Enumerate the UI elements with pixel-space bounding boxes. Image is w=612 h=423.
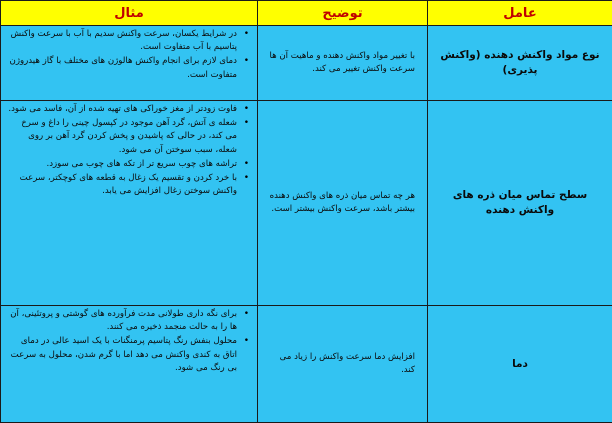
list-item: • فاوت زودتر از مغز خوراکی های تهیه شده از آن، فاسد می شود. <box>7 103 237 116</box>
description-cell: افزایش دما سرعت واکنش را زیاد می کند. <box>258 306 428 423</box>
table-row <box>1 306 612 423</box>
description-cell: با تغییر مواد واکنش دهنده و ماهیت آن ها سرعت واکنش تغییر می کند. <box>258 26 428 101</box>
header-row <box>1 1 612 26</box>
list-item: • برای نگه داری طولانی مدت فرآورده های گوشتی و پروتئینی، آن ها را به حالت منجمد ذخیره می کنند. <box>7 308 237 334</box>
description-cell: هر چه تماس میان ذره های واکنش دهنده بیشتر باشد، سرعت واکنش بیشتر است. <box>258 101 428 306</box>
list-item: • در شرایط یکسان، سرعت واکنش سدیم با آب با سرعت واکنش پتاسیم با آب متفاوت است. <box>7 28 237 54</box>
list-item: • تراشه های چوب سریع تر از تکه های چوب می سوزد. <box>7 158 237 171</box>
table-row <box>1 101 612 306</box>
list-item: • با خرد کردن و تقسیم یک زغال به قطعه های کوچکتر، سرعت واکنش سوختن زغال افزایش می یابد. <box>7 172 237 198</box>
list-item: • شعله ی آتش، گرد آهن موجود در کپسول چینی را داغ و سرخ می کند، در حالی که پاشیدن و پخش کردن گرد آهن بر روی شعله، سبب سوختن آن می شود. <box>7 117 237 157</box>
header-description: توضیح <box>258 1 428 26</box>
list-item: • محلول بنفش رنگ پتاسیم پرمنگنات با یک اسید عالی در دمای اتاق به کندی واکنش می دهد اما با گرم شدن، محلول به سرعت بی رنگ می شود. <box>7 335 237 375</box>
factor-cell: دما <box>428 306 612 423</box>
factor-cell: سطح تماس میان ذره های واکنش دهنده <box>428 101 612 306</box>
examples-cell <box>1 306 258 423</box>
header-factor: عامل <box>428 1 612 26</box>
examples-cell <box>1 101 258 306</box>
examples-list <box>7 103 253 198</box>
examples-list <box>7 308 253 375</box>
examples-cell <box>1 26 258 101</box>
factor-cell: نوع مواد واکنش دهنده (واکنش پذیری) <box>428 26 612 101</box>
table-row <box>1 26 612 101</box>
header-example: مثال <box>1 1 258 26</box>
list-item: • دمای لازم برای انجام واکنش هالوژن های مختلف با گاز هیدروژن متفاوت است. <box>7 55 237 81</box>
examples-list <box>7 28 253 82</box>
